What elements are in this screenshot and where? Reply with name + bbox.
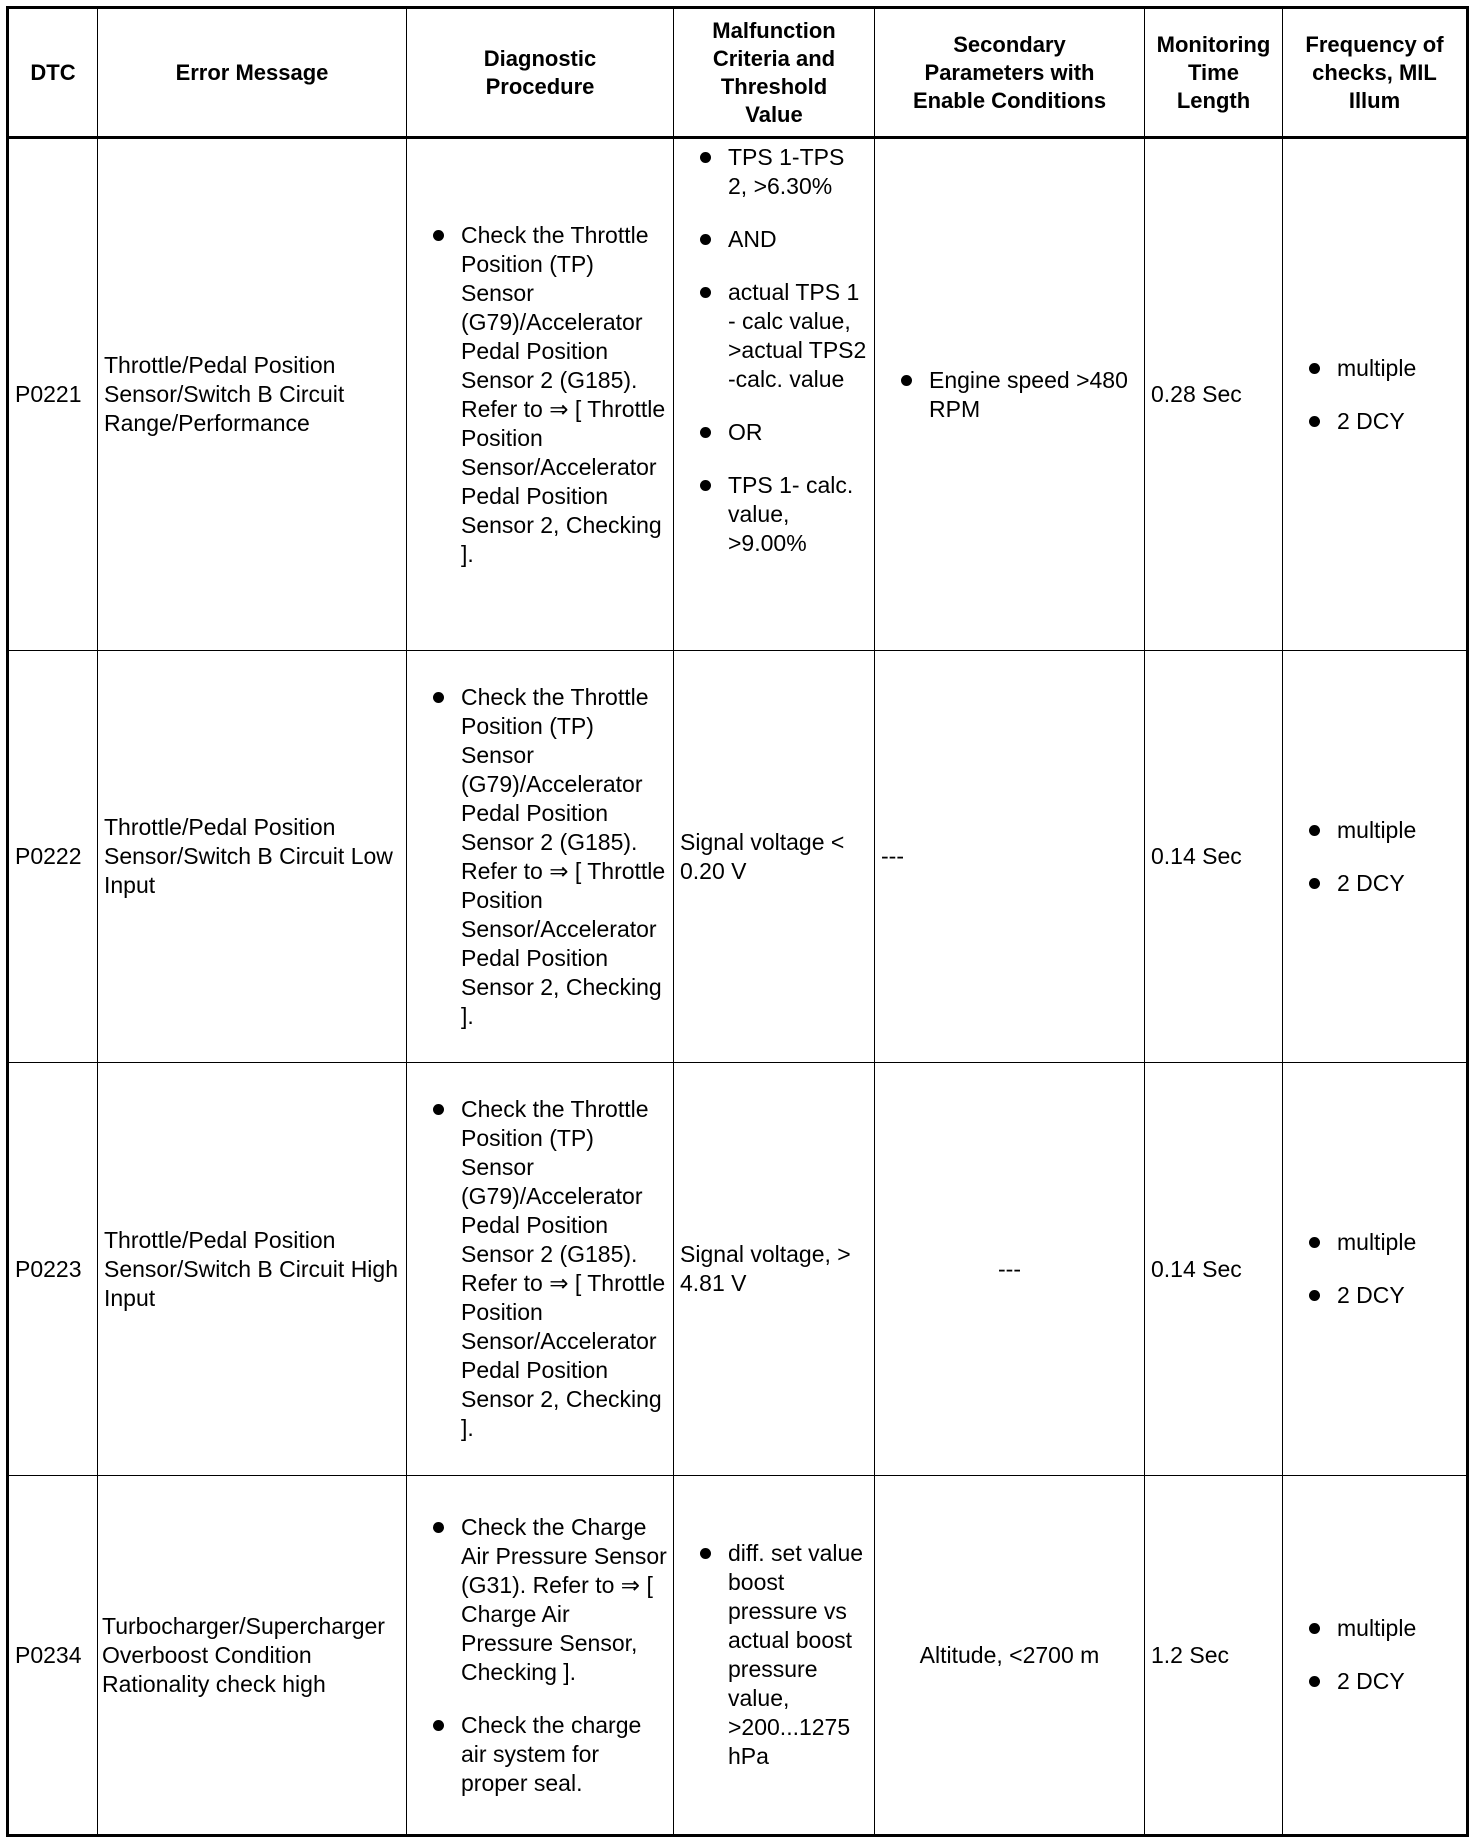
dtc-code: P0221 bbox=[8, 138, 98, 651]
list-item: TPS 1- calc. value, >9.00% bbox=[698, 471, 868, 558]
list-item: 2 DCY bbox=[1307, 1281, 1460, 1310]
list-item: Engine speed >480 RPM bbox=[899, 366, 1138, 424]
secondary-parameters-cell: --- bbox=[875, 1063, 1145, 1476]
dtc-table bbox=[6, 6, 1469, 1837]
list-item: Check the Throttle Position (TP) Sensor (G79)/Accelerator Pedal Position Sensor 2 (G185). Refer to ⇒ [ Throttle Position Sensor/Accelerator Pedal Position Sensor 2, Checking ]. bbox=[431, 683, 667, 1031]
list-item: multiple bbox=[1307, 354, 1460, 383]
frequency-list bbox=[1289, 1228, 1460, 1310]
frequency-list bbox=[1289, 816, 1460, 898]
list-item: Check the Throttle Position (TP) Sensor (G79)/Accelerator Pedal Position Sensor 2 (G185). Refer to ⇒ [ Throttle Position Sensor/Accelerator Pedal Position Sensor 2, Checking ]. bbox=[431, 221, 667, 569]
diagnostic-procedure-cell bbox=[407, 138, 674, 651]
header-dtc: DTC bbox=[8, 8, 98, 138]
list-item: actual TPS 1 - calc value, >actual TPS2 -calc. value bbox=[698, 278, 868, 394]
table-row bbox=[8, 1476, 1468, 1836]
frequency-list bbox=[1289, 1614, 1460, 1696]
list-item: 2 DCY bbox=[1307, 869, 1460, 898]
list-item: 2 DCY bbox=[1307, 1667, 1460, 1696]
malfunction-criteria-cell bbox=[674, 1476, 875, 1836]
dtc-code: P0223 bbox=[8, 1063, 98, 1476]
list-item: multiple bbox=[1307, 1228, 1460, 1257]
diagnostic-procedure-cell bbox=[407, 1063, 674, 1476]
procedure-list bbox=[413, 1095, 667, 1443]
criteria-list bbox=[680, 143, 868, 558]
error-message: Throttle/Pedal Position Sensor/Switch B Circuit High Input bbox=[98, 1063, 407, 1476]
monitoring-time: 0.28 Sec bbox=[1145, 138, 1283, 651]
frequency-cell bbox=[1283, 1063, 1468, 1476]
frequency-cell bbox=[1283, 651, 1468, 1063]
malfunction-criteria-cell: Signal voltage < 0.20 V bbox=[674, 651, 875, 1063]
list-item: Check the charge air system for proper seal. bbox=[431, 1711, 667, 1798]
secondary-parameters-cell: Altitude, <2700 m bbox=[875, 1476, 1145, 1836]
table-row bbox=[8, 651, 1468, 1063]
list-item: diff. set value boost pressure vs actual boost pressure value, >200...1275 hPa bbox=[698, 1539, 868, 1771]
frequency-list bbox=[1289, 354, 1460, 436]
list-item: OR bbox=[698, 418, 868, 447]
header-malfunction-criteria: Malfunction Criteria and Threshold Value bbox=[674, 8, 875, 138]
list-item: multiple bbox=[1307, 1614, 1460, 1643]
dtc-code: P0234 bbox=[8, 1476, 98, 1836]
criteria-list bbox=[680, 1539, 868, 1771]
diagnostic-procedure-cell bbox=[407, 651, 674, 1063]
dtc-code: P0222 bbox=[8, 651, 98, 1063]
list-item: TPS 1-TPS 2, >6.30% bbox=[698, 143, 868, 201]
list-item: multiple bbox=[1307, 816, 1460, 845]
secondary-parameters-cell: --- bbox=[875, 651, 1145, 1063]
header-error-message: Error Message bbox=[98, 8, 407, 138]
error-message: Throttle/Pedal Position Sensor/Switch B Circuit Low Input bbox=[98, 651, 407, 1063]
diagnostic-procedure-cell bbox=[407, 1476, 674, 1836]
list-item: Check the Charge Air Pressure Sensor (G31). Refer to ⇒ [ Charge Air Pressure Sensor, Checking ]. bbox=[431, 1513, 667, 1687]
procedure-list bbox=[413, 221, 667, 569]
error-message: Throttle/Pedal Position Sensor/Switch B Circuit Range/Performance bbox=[98, 138, 407, 651]
monitoring-time: 0.14 Sec bbox=[1145, 1063, 1283, 1476]
frequency-cell bbox=[1283, 138, 1468, 651]
table-row bbox=[8, 1063, 1468, 1476]
header-diagnostic-procedure: Diagnostic Procedure bbox=[407, 8, 674, 138]
monitoring-time: 1.2 Sec bbox=[1145, 1476, 1283, 1836]
frequency-cell bbox=[1283, 1476, 1468, 1836]
procedure-list bbox=[413, 683, 667, 1031]
list-item: AND bbox=[698, 225, 868, 254]
table-row bbox=[8, 138, 1468, 651]
secondary-list bbox=[881, 366, 1138, 424]
malfunction-criteria-cell: Signal voltage, > 4.81 V bbox=[674, 1063, 875, 1476]
error-message: Turbocharger/Supercharger Overboost Condition Rationality check high bbox=[98, 1476, 407, 1836]
monitoring-time: 0.14 Sec bbox=[1145, 651, 1283, 1063]
malfunction-criteria-cell bbox=[674, 138, 875, 651]
list-item: Check the Throttle Position (TP) Sensor (G79)/Accelerator Pedal Position Sensor 2 (G185). Refer to ⇒ [ Throttle Position Sensor/Accelerator Pedal Position Sensor 2, Checking ]. bbox=[431, 1095, 667, 1443]
header-row bbox=[8, 8, 1468, 138]
header-frequency: Frequency of checks, MIL Illum bbox=[1283, 8, 1468, 138]
list-item: 2 DCY bbox=[1307, 407, 1460, 436]
header-secondary-parameters: Secondary Parameters with Enable Conditions bbox=[875, 8, 1145, 138]
procedure-list bbox=[413, 1513, 667, 1798]
header-monitoring-time: Monitoring Time Length bbox=[1145, 8, 1283, 138]
secondary-parameters-cell bbox=[875, 138, 1145, 651]
